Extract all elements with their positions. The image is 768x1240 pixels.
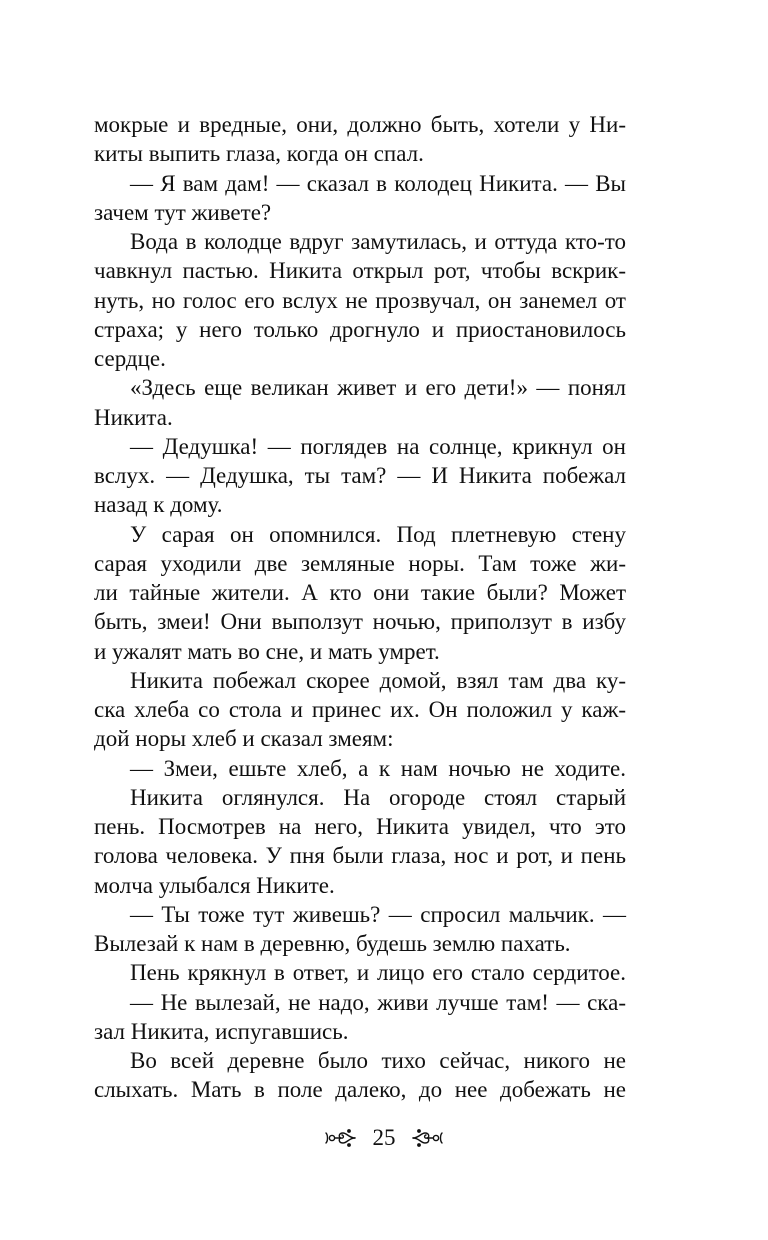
- text-line: ска хлеба со стола и принес их. Он положил у каж-: [94, 697, 626, 722]
- scroll-ornament-icon: [411, 1127, 445, 1149]
- text-block: [94, 110, 626, 1105]
- scroll-ornament-icon: [323, 1127, 357, 1149]
- text-line: сердце.: [94, 346, 166, 371]
- text-line: слыхать. Мать в поле далеко, до нее добежать не: [94, 1077, 626, 1103]
- text-line: Вода в колодце вдруг замутилась, и оттуда кто-то: [130, 229, 626, 254]
- text-line: У сарая он опомнился. Под плетневую стену: [130, 521, 626, 547]
- text-line: чавкнул пастью. Никита открыл рот, чтобы вскрик-: [94, 258, 626, 284]
- text-line: — Змеи, ешьте хлеб, а к нам ночью не ходите.: [130, 755, 626, 781]
- text-line: пень. Посмотрев на него, Никита увидел, что это: [94, 814, 626, 839]
- text-line: Пень крякнул в ответ, и лицо его стало сердитое.: [130, 960, 626, 986]
- text-line: — Дедушка! — поглядев на солнце, крикнул он: [130, 433, 626, 459]
- text-line: и ужалят мать во сне, и мать умрет.: [94, 638, 440, 664]
- text-line: сарая уходили две земляные норы. Там тоже жи-: [94, 550, 626, 576]
- text-line: зачем тут живете?: [94, 199, 272, 225]
- text-line: назад к дому.: [94, 492, 223, 518]
- text-line: «Здесь еще великан живет и его дети!» — понял: [130, 375, 626, 401]
- page-footer: [0, 1121, 768, 1153]
- text-line: мокрые и вредные, они, должно быть, хотели у Ни-: [94, 112, 626, 137]
- text-line: молча улыбался Никите.: [94, 872, 335, 898]
- text-line: страха; у него только дрогнуло и приостановилось: [94, 316, 626, 342]
- text-line: — Ты тоже тут живешь? — спросил мальчик. —: [130, 901, 626, 927]
- text-line: — Я вам дам! — сказал в колодец Никита. — Вы: [130, 170, 626, 196]
- text-line: голова человека. У пня были глаза, нос и рот, и пень: [94, 843, 626, 869]
- text-line: Во всей деревне было тихо сейчас, никого не: [130, 1048, 626, 1073]
- text-line: — Не вылезай, не надо, живи лучше там! — ска-: [130, 989, 626, 1015]
- text-line: зал Никита, испугавшись.: [94, 1018, 349, 1044]
- text-line: дой норы хлеб и сказал змеям:: [94, 726, 394, 752]
- text-line: киты выпить глаза, когда он спал.: [94, 141, 424, 167]
- text-line: нуть, но голос его вслух не прозвучал, он занемел от: [94, 287, 626, 313]
- text-line: Никита.: [94, 404, 173, 430]
- text-line: быть, змеи! Они выползут ночью, приползут в избу: [94, 609, 626, 635]
- text-line: Никита побежал скорее домой, взял там два ку-: [130, 667, 626, 693]
- text-line: Вылезай к нам в деревню, будешь землю пахать.: [94, 931, 571, 956]
- text-line: Никита оглянулся. На огороде стоял старый: [130, 784, 626, 810]
- text-line: ли тайные жители. А кто они такие были? Может: [94, 580, 626, 605]
- text-line: вслух. — Дедушка, ты там? — И Никита побежал: [94, 463, 626, 488]
- page-number: 25: [372, 1124, 396, 1150]
